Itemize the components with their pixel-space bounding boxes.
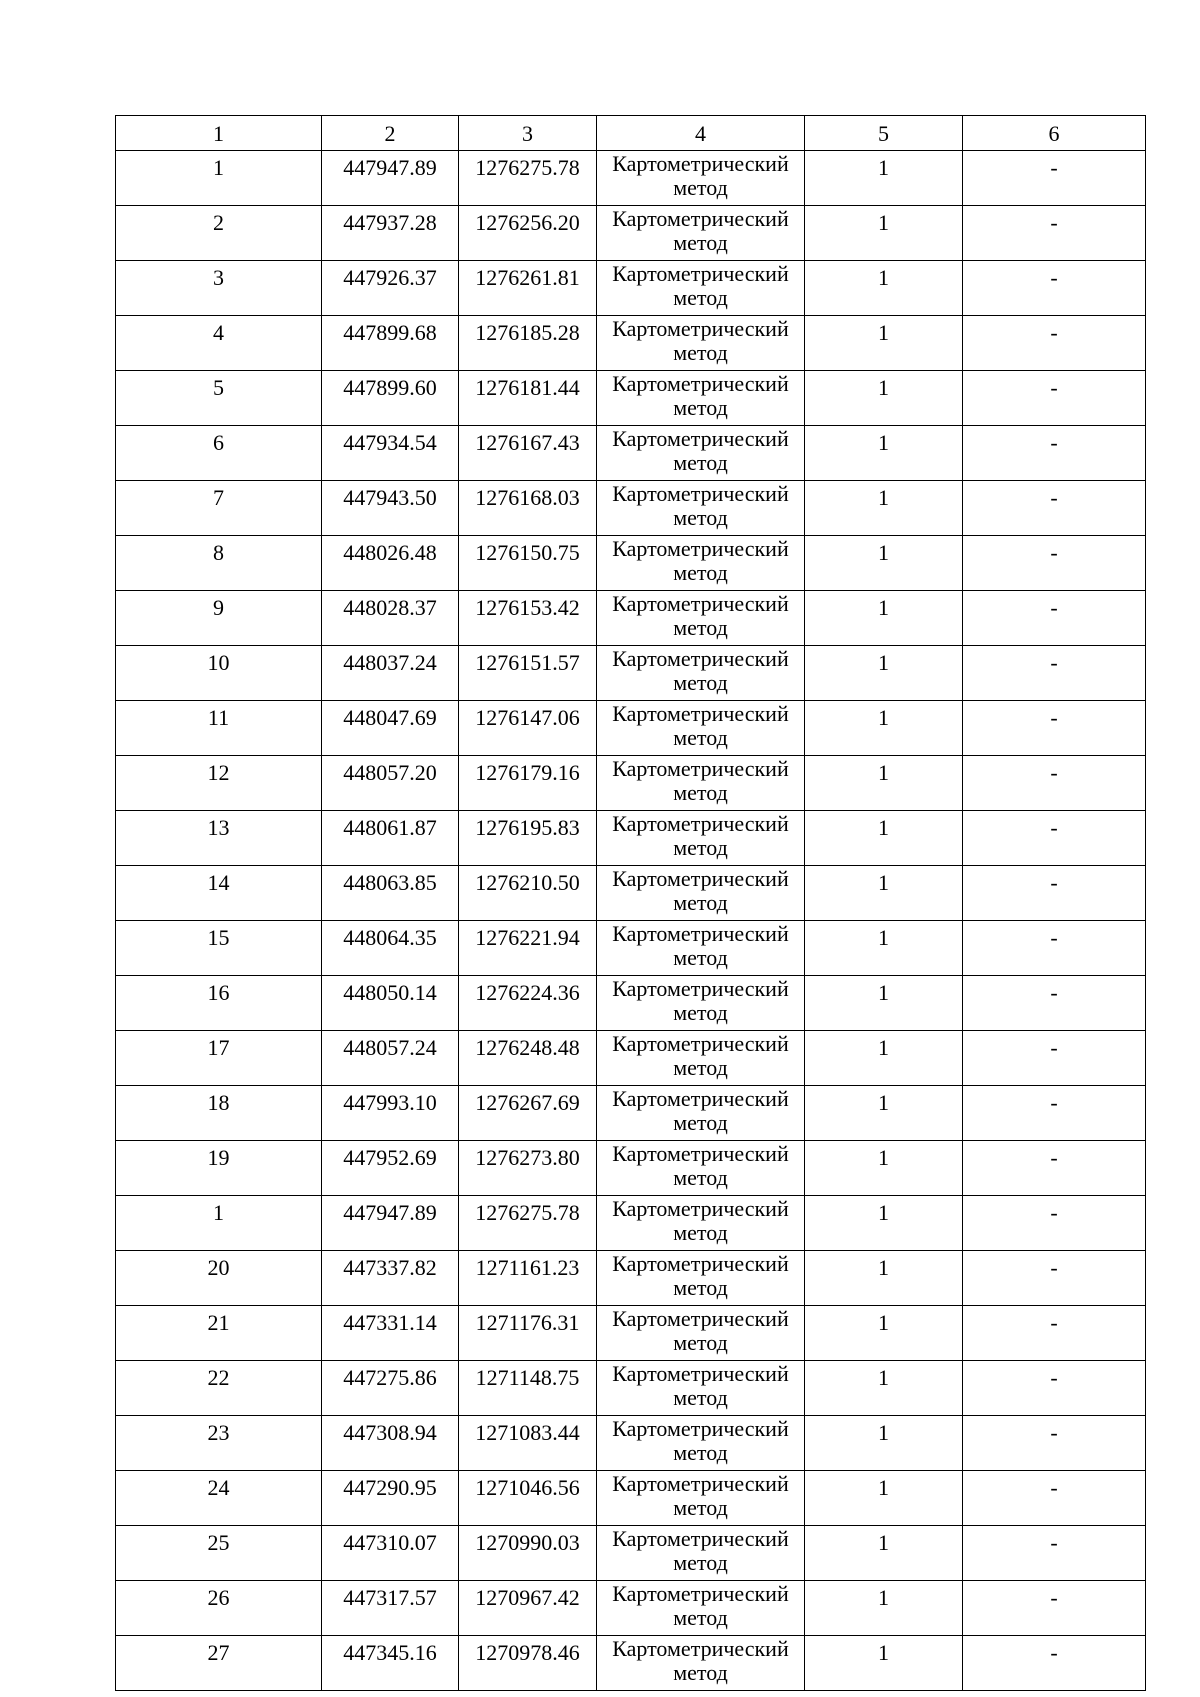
description-cell: -: [963, 1471, 1146, 1526]
y-coordinate-cell: 1276267.69: [459, 1086, 597, 1141]
point-number-cell: 6: [116, 426, 322, 481]
point-number-cell: 7: [116, 481, 322, 536]
method-line-2: метод: [673, 725, 728, 750]
method-line-1: Картометрический: [612, 206, 789, 231]
method-line-2: метод: [673, 230, 728, 255]
method-line-1: Картометрический: [612, 1086, 789, 1111]
point-number-cell: 3: [116, 261, 322, 316]
point-number-cell: 21: [116, 1306, 322, 1361]
x-coordinate-cell: 447308.94: [322, 1416, 459, 1471]
header-cell-y-coordinate: 3: [459, 116, 597, 151]
header-cell-method: 4: [597, 116, 805, 151]
method-line-2: метод: [673, 505, 728, 530]
table-row: [116, 1141, 1146, 1196]
table-row: [116, 866, 1146, 921]
x-coordinate-cell: 448028.37: [322, 591, 459, 646]
accuracy-cell: 1: [805, 206, 963, 261]
accuracy-cell: 1: [805, 536, 963, 591]
table-row: [116, 426, 1146, 481]
accuracy-cell: 1: [805, 1471, 963, 1526]
table-row: [116, 261, 1146, 316]
method-cell: [597, 1581, 805, 1636]
method-cell: [597, 811, 805, 866]
x-coordinate-cell: 448057.20: [322, 756, 459, 811]
description-cell: -: [963, 206, 1146, 261]
y-coordinate-cell: 1276185.28: [459, 316, 597, 371]
description-cell: -: [963, 426, 1146, 481]
accuracy-cell: 1: [805, 1581, 963, 1636]
method-line-1: Картометрический: [612, 976, 789, 1001]
x-coordinate-cell: 447993.10: [322, 1086, 459, 1141]
point-number-cell: 24: [116, 1471, 322, 1526]
accuracy-cell: 1: [805, 1251, 963, 1306]
table-row: [116, 1636, 1146, 1691]
description-cell: -: [963, 646, 1146, 701]
header-cell-x-coordinate: 2: [322, 116, 459, 151]
method-line-2: метод: [673, 780, 728, 805]
description-cell: -: [963, 1416, 1146, 1471]
table-row: [116, 316, 1146, 371]
method-line-2: метод: [673, 1000, 728, 1025]
x-coordinate-cell: 447937.28: [322, 206, 459, 261]
method-line-1: Картометрический: [612, 701, 789, 726]
method-cell: [597, 756, 805, 811]
x-coordinate-cell: 447947.89: [322, 1196, 459, 1251]
y-coordinate-cell: 1271176.31: [459, 1306, 597, 1361]
description-cell: -: [963, 976, 1146, 1031]
description-cell: -: [963, 701, 1146, 756]
method-cell: [597, 261, 805, 316]
point-number-cell: 23: [116, 1416, 322, 1471]
x-coordinate-cell: 448063.85: [322, 866, 459, 921]
y-coordinate-cell: 1276147.06: [459, 701, 597, 756]
description-cell: -: [963, 1196, 1146, 1251]
description-cell: -: [963, 1306, 1146, 1361]
x-coordinate-cell: 447947.89: [322, 151, 459, 206]
method-line-1: Картометрический: [612, 316, 789, 341]
method-line-2: метод: [673, 450, 728, 475]
x-coordinate-cell: 447952.69: [322, 1141, 459, 1196]
x-coordinate-cell: 448026.48: [322, 536, 459, 591]
point-number-cell: 15: [116, 921, 322, 976]
table-row: [116, 1361, 1146, 1416]
method-cell: [597, 1251, 805, 1306]
y-coordinate-cell: 1276167.43: [459, 426, 597, 481]
table-row: [116, 481, 1146, 536]
description-cell: -: [963, 1141, 1146, 1196]
method-line-2: метод: [673, 560, 728, 585]
y-coordinate-cell: 1276221.94: [459, 921, 597, 976]
method-line-1: Картометрический: [612, 426, 789, 451]
method-line-1: Картометрический: [612, 1416, 789, 1441]
point-number-cell: 18: [116, 1086, 322, 1141]
table-row: [116, 151, 1146, 206]
accuracy-cell: 1: [805, 1361, 963, 1416]
accuracy-cell: 1: [805, 426, 963, 481]
accuracy-cell: 1: [805, 151, 963, 206]
method-line-1: Картометрический: [612, 811, 789, 836]
description-cell: -: [963, 756, 1146, 811]
method-line-2: метод: [673, 1220, 728, 1245]
header-cell-accuracy: 5: [805, 116, 963, 151]
description-cell: -: [963, 151, 1146, 206]
point-number-cell: 2: [116, 206, 322, 261]
point-number-cell: 1: [116, 151, 322, 206]
method-line-1: Картометрический: [612, 1526, 789, 1551]
method-cell: [597, 151, 805, 206]
description-cell: -: [963, 1526, 1146, 1581]
description-cell: -: [963, 536, 1146, 591]
method-line-1: Картометрический: [612, 646, 789, 671]
x-coordinate-cell: 447290.95: [322, 1471, 459, 1526]
header-cell-description: 6: [963, 116, 1146, 151]
method-line-1: Картометрический: [612, 261, 789, 286]
method-line-2: метод: [673, 1440, 728, 1465]
method-cell: [597, 371, 805, 426]
method-cell: [597, 1636, 805, 1691]
y-coordinate-cell: 1270990.03: [459, 1526, 597, 1581]
y-coordinate-cell: 1276248.48: [459, 1031, 597, 1086]
description-cell: -: [963, 1361, 1146, 1416]
table-row: [116, 1581, 1146, 1636]
point-number-cell: 25: [116, 1526, 322, 1581]
y-coordinate-cell: 1276150.75: [459, 536, 597, 591]
point-number-cell: 9: [116, 591, 322, 646]
method-line-2: метод: [673, 1660, 728, 1685]
x-coordinate-cell: 448037.24: [322, 646, 459, 701]
table-row: [116, 976, 1146, 1031]
method-line-1: Картометрический: [612, 1636, 789, 1661]
method-line-1: Картометрический: [612, 591, 789, 616]
accuracy-cell: 1: [805, 1636, 963, 1691]
point-number-cell: 16: [116, 976, 322, 1031]
y-coordinate-cell: 1271046.56: [459, 1471, 597, 1526]
point-number-cell: 14: [116, 866, 322, 921]
accuracy-cell: 1: [805, 866, 963, 921]
method-line-1: Картометрический: [612, 866, 789, 891]
x-coordinate-cell: 447331.14: [322, 1306, 459, 1361]
x-coordinate-cell: 447899.68: [322, 316, 459, 371]
point-number-cell: 11: [116, 701, 322, 756]
table-row: [116, 1416, 1146, 1471]
point-number-cell: 8: [116, 536, 322, 591]
table-row: [116, 206, 1146, 261]
accuracy-cell: 1: [805, 481, 963, 536]
method-cell: [597, 1416, 805, 1471]
method-line-2: метод: [673, 285, 728, 310]
description-cell: -: [963, 261, 1146, 316]
method-cell: [597, 206, 805, 261]
y-coordinate-cell: 1276261.81: [459, 261, 597, 316]
accuracy-cell: 1: [805, 1416, 963, 1471]
table-row: [116, 701, 1146, 756]
description-cell: -: [963, 811, 1146, 866]
method-line-1: Картометрический: [612, 1031, 789, 1056]
y-coordinate-cell: 1271083.44: [459, 1416, 597, 1471]
method-line-2: метод: [673, 1055, 728, 1080]
x-coordinate-cell: 447317.57: [322, 1581, 459, 1636]
method-line-2: метод: [673, 670, 728, 695]
y-coordinate-cell: 1270978.46: [459, 1636, 597, 1691]
x-coordinate-cell: 448057.24: [322, 1031, 459, 1086]
description-cell: -: [963, 591, 1146, 646]
method-line-2: метод: [673, 1165, 728, 1190]
method-line-1: Картометрический: [612, 536, 789, 561]
method-cell: [597, 701, 805, 756]
accuracy-cell: 1: [805, 591, 963, 646]
x-coordinate-cell: 447337.82: [322, 1251, 459, 1306]
method-line-1: Картометрический: [612, 1306, 789, 1331]
point-number-cell: 13: [116, 811, 322, 866]
method-cell: [597, 866, 805, 921]
y-coordinate-cell: 1276168.03: [459, 481, 597, 536]
accuracy-cell: 1: [805, 1086, 963, 1141]
method-cell: [597, 1306, 805, 1361]
accuracy-cell: 1: [805, 976, 963, 1031]
accuracy-cell: 1: [805, 371, 963, 426]
table-row: [116, 756, 1146, 811]
method-cell: [597, 1141, 805, 1196]
method-line-2: метод: [673, 340, 728, 365]
method-cell: [597, 316, 805, 371]
method-cell: [597, 646, 805, 701]
table-row: [116, 1306, 1146, 1361]
y-coordinate-cell: 1276275.78: [459, 1196, 597, 1251]
method-line-2: метод: [673, 175, 728, 200]
method-line-1: Картометрический: [612, 1196, 789, 1221]
y-coordinate-cell: 1270967.42: [459, 1581, 597, 1636]
method-cell: [597, 1526, 805, 1581]
point-number-cell: 10: [116, 646, 322, 701]
point-number-cell: 5: [116, 371, 322, 426]
method-line-1: Картометрический: [612, 1141, 789, 1166]
method-cell: [597, 1031, 805, 1086]
x-coordinate-cell: 447926.37: [322, 261, 459, 316]
y-coordinate-cell: 1276181.44: [459, 371, 597, 426]
y-coordinate-cell: 1276275.78: [459, 151, 597, 206]
x-coordinate-cell: 448050.14: [322, 976, 459, 1031]
y-coordinate-cell: 1276179.16: [459, 756, 597, 811]
method-cell: [597, 591, 805, 646]
method-cell: [597, 481, 805, 536]
x-coordinate-cell: 447899.60: [322, 371, 459, 426]
table-row: [116, 1471, 1146, 1526]
method-cell: [597, 1086, 805, 1141]
method-line-2: метод: [673, 615, 728, 640]
description-cell: -: [963, 866, 1146, 921]
point-number-cell: 27: [116, 1636, 322, 1691]
method-line-1: Картометрический: [612, 1251, 789, 1276]
x-coordinate-cell: 447275.86: [322, 1361, 459, 1416]
header-cell-point-number: 1: [116, 116, 322, 151]
method-line-2: метод: [673, 1385, 728, 1410]
coordinates-table: [115, 115, 1146, 1691]
y-coordinate-cell: 1276256.20: [459, 206, 597, 261]
y-coordinate-cell: 1276195.83: [459, 811, 597, 866]
method-cell: [597, 536, 805, 591]
accuracy-cell: 1: [805, 1031, 963, 1086]
method-line-2: метод: [673, 395, 728, 420]
method-cell: [597, 1471, 805, 1526]
accuracy-cell: 1: [805, 921, 963, 976]
accuracy-cell: 1: [805, 646, 963, 701]
method-line-1: Картометрический: [612, 371, 789, 396]
x-coordinate-cell: 447934.54: [322, 426, 459, 481]
accuracy-cell: 1: [805, 701, 963, 756]
method-cell: [597, 426, 805, 481]
x-coordinate-cell: 448047.69: [322, 701, 459, 756]
accuracy-cell: 1: [805, 1526, 963, 1581]
table-row: [116, 536, 1146, 591]
point-number-cell: 19: [116, 1141, 322, 1196]
point-number-cell: 1: [116, 1196, 322, 1251]
y-coordinate-cell: 1276210.50: [459, 866, 597, 921]
y-coordinate-cell: 1276224.36: [459, 976, 597, 1031]
y-coordinate-cell: 1276153.42: [459, 591, 597, 646]
table-row: [116, 1031, 1146, 1086]
method-line-1: Картометрический: [612, 756, 789, 781]
method-line-2: метод: [673, 835, 728, 860]
method-line-1: Картометрический: [612, 151, 789, 176]
description-cell: -: [963, 481, 1146, 536]
description-cell: -: [963, 1251, 1146, 1306]
x-coordinate-cell: 448061.87: [322, 811, 459, 866]
accuracy-cell: 1: [805, 1141, 963, 1196]
method-line-2: метод: [673, 1275, 728, 1300]
method-line-2: метод: [673, 945, 728, 970]
y-coordinate-cell: 1276273.80: [459, 1141, 597, 1196]
description-cell: -: [963, 921, 1146, 976]
accuracy-cell: 1: [805, 756, 963, 811]
x-coordinate-cell: 447943.50: [322, 481, 459, 536]
method-line-2: метод: [673, 1605, 728, 1630]
method-line-2: метод: [673, 1330, 728, 1355]
method-line-2: метод: [673, 1550, 728, 1575]
accuracy-cell: 1: [805, 316, 963, 371]
table-row: [116, 1086, 1146, 1141]
description-cell: -: [963, 371, 1146, 426]
method-line-2: метод: [673, 1110, 728, 1135]
y-coordinate-cell: 1276151.57: [459, 646, 597, 701]
accuracy-cell: 1: [805, 261, 963, 316]
method-line-2: метод: [673, 890, 728, 915]
y-coordinate-cell: 1271161.23: [459, 1251, 597, 1306]
table-body: [116, 116, 1146, 1691]
point-number-cell: 12: [116, 756, 322, 811]
y-coordinate-cell: 1271148.75: [459, 1361, 597, 1416]
point-number-cell: 17: [116, 1031, 322, 1086]
description-cell: -: [963, 1581, 1146, 1636]
table-row: [116, 921, 1146, 976]
accuracy-cell: 1: [805, 811, 963, 866]
description-cell: -: [963, 316, 1146, 371]
table-row: [116, 591, 1146, 646]
x-coordinate-cell: 447345.16: [322, 1636, 459, 1691]
method-line-2: метод: [673, 1495, 728, 1520]
method-cell: [597, 976, 805, 1031]
x-coordinate-cell: 447310.07: [322, 1526, 459, 1581]
point-number-cell: 22: [116, 1361, 322, 1416]
accuracy-cell: 1: [805, 1306, 963, 1361]
point-number-cell: 26: [116, 1581, 322, 1636]
table-row: [116, 371, 1146, 426]
point-number-cell: 20: [116, 1251, 322, 1306]
table-row: [116, 1196, 1146, 1251]
method-cell: [597, 1196, 805, 1251]
method-cell: [597, 1361, 805, 1416]
table-row: [116, 811, 1146, 866]
accuracy-cell: 1: [805, 1196, 963, 1251]
method-line-1: Картометрический: [612, 1471, 789, 1496]
description-cell: -: [963, 1636, 1146, 1691]
method-line-1: Картометрический: [612, 1581, 789, 1606]
description-cell: -: [963, 1086, 1146, 1141]
x-coordinate-cell: 448064.35: [322, 921, 459, 976]
description-cell: -: [963, 1031, 1146, 1086]
table-row: [116, 646, 1146, 701]
method-line-1: Картометрический: [612, 1361, 789, 1386]
table-header-row: [116, 116, 1146, 151]
method-line-1: Картометрический: [612, 481, 789, 506]
method-line-1: Картометрический: [612, 921, 789, 946]
point-number-cell: 4: [116, 316, 322, 371]
table-row: [116, 1526, 1146, 1581]
method-cell: [597, 921, 805, 976]
table-row: [116, 1251, 1146, 1306]
